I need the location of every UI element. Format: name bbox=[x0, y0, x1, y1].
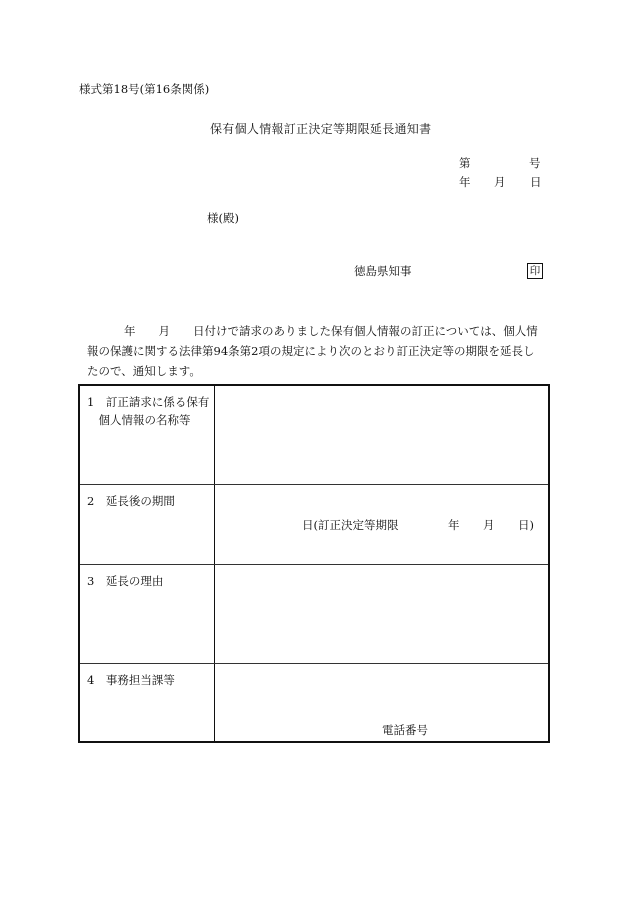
period-day: 日) bbox=[518, 518, 534, 532]
body-line: 年 月 日付けで請求のありました保有個人情報の訂正については、個人情 bbox=[124, 324, 538, 338]
row-label-extended-period: 2 延長後の期間 bbox=[87, 494, 175, 508]
phone-number-label: 電話番号 bbox=[382, 723, 428, 737]
number-suffix: 号 bbox=[529, 156, 541, 170]
period-month: 月 bbox=[483, 518, 495, 532]
body-line: たので、通知します。 bbox=[87, 364, 201, 378]
date-year: 年 bbox=[459, 175, 471, 189]
row-divider bbox=[80, 564, 548, 565]
body-paragraph bbox=[87, 321, 559, 381]
row-divider bbox=[80, 663, 548, 664]
period-deadline-prefix: 日(訂正決定等期限 bbox=[302, 518, 399, 532]
date-day: 日 bbox=[530, 175, 542, 189]
row-divider bbox=[80, 484, 548, 485]
document-title: 保有個人情報訂正決定等期限延長通知書 bbox=[210, 122, 432, 136]
addressee-label: 様(殿) bbox=[207, 211, 239, 225]
period-year: 年 bbox=[448, 518, 460, 532]
number-prefix: 第 bbox=[459, 156, 471, 170]
row-label-office: 4 事務担当課等 bbox=[87, 673, 175, 687]
notice-table bbox=[78, 384, 550, 743]
row-label-subject: 1 訂正請求に係る保有 個人情報の名称等 bbox=[87, 395, 210, 427]
date-month: 月 bbox=[494, 175, 506, 189]
issuer-name: 徳島県知事 bbox=[354, 264, 412, 278]
form-label: 様式第18号(第16条関係) bbox=[79, 82, 210, 96]
seal-mark: 印 bbox=[527, 263, 543, 279]
body-line: 報の保護に関する法律第94条第2項の規定により次のとおり訂正決定等の期限を延長し bbox=[87, 344, 535, 358]
row-label-reason: 3 延長の理由 bbox=[87, 574, 164, 588]
